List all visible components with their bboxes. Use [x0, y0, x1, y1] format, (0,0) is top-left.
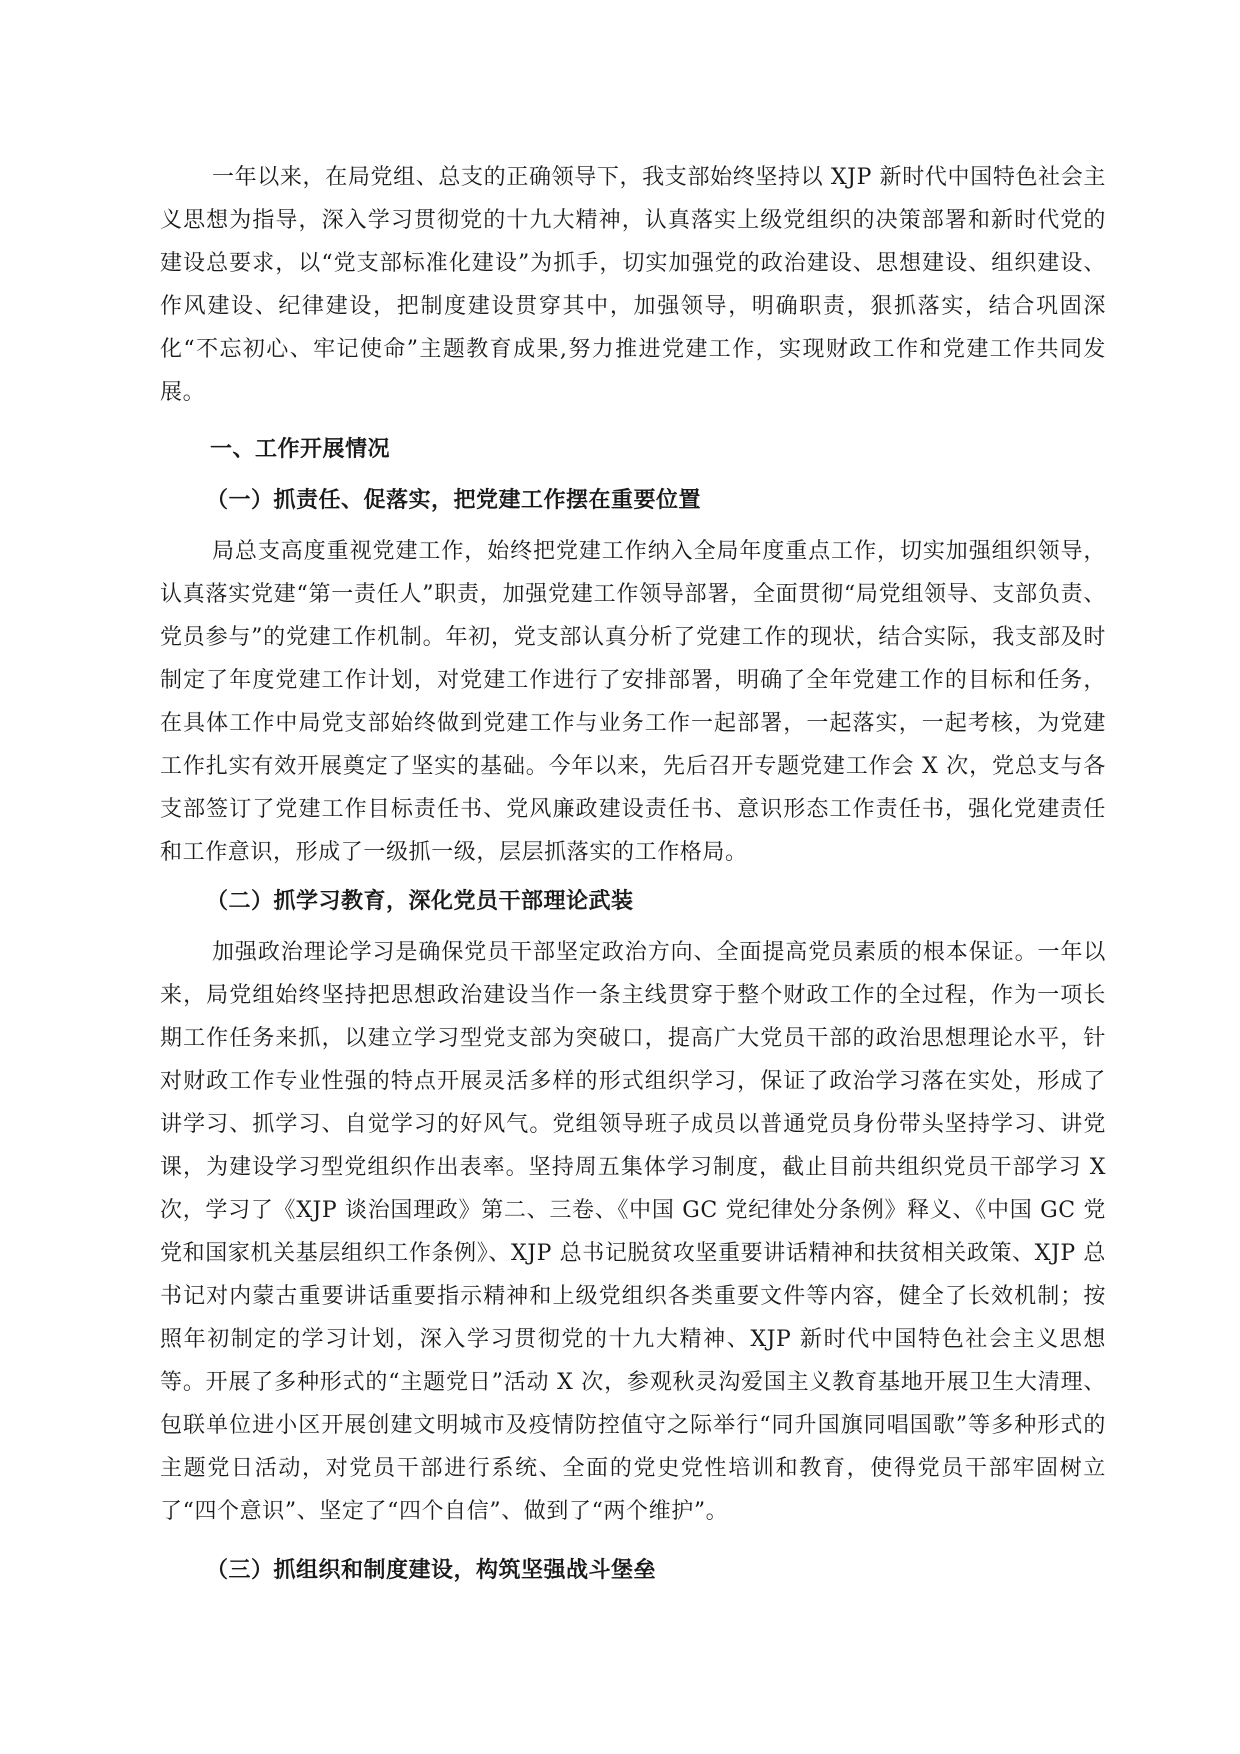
intro-paragraph: 一年以来，在局党组、总支的正确领导下，我支部始终坚持以 XJP 新时代中国特色社会主义思想为指导，深入学习贯彻党的十九大精神，认真落实上级党组织的决策部署和新时代党的建设总要求，以“党支部标准化建设”为抓手，切实加强党的政治建设、思想建设、组织建设、作风建设、纪律建设，把制度建设贯穿其中，加强领导，明确职责，狠抓落实，结合巩固深化“不忘初心、牢记使命”主题教育成果,努力推进党建工作，实现财政工作和党建工作共同发展。: [160, 165, 1106, 405]
sub-heading-3: （三）抓组织和制度建设，构筑坚强战斗堡垒: [206, 1557, 657, 1583]
section-heading-1: 一、工作开展情况: [210, 436, 391, 462]
sub1-paragraph: 局总支高度重视党建工作，始终把党建工作纳入全局年度重点工作，切实加强组织领导，认真落实党建“第一责任人”职责，加强党建工作领导部署，全面贯彻“局党组领导、支部负责、党员参与”的党建工作机制。年初，党支部认真分析了党建工作的现状，结合实际，我支部及时制定了年度党建工作计划，对党建工作进行了安排部署，明确了全年党建工作的目标和任务，在具体工作中局党支部始终做到党建工作与业务工作一起部署，一起落实，一起考核，为党建工作扎实有效开展奠定了坚实的基础。今年以来，先后召开专题党建工作会 X 次，党总支与各支部签订了党建工作目标责任书、党风廉政建设责任书、意识形态工作责任书，强化党建责任和工作意识，形成了一级抓一级，层层抓落实的工作格局。: [160, 539, 1106, 865]
document-body: [160, 156, 1106, 1600]
sub2-paragraph: 加强政治理论学习是确保党员干部坚定政治方向、全面提高党员素质的根本保证。一年以来，局党组始终坚持把思想政治建设当作一条主线贯穿于整个财政工作的全过程，作为一项长期工作任务来抓，以建立学习型党支部为突破口，提高广大党员干部的政治思想理论水平，针对财政工作专业性强的特点开展灵活多样的形式组织学习，保证了政治学习落在实处，形成了讲学习、抓学习、自觉学习的好风气。党组领导班子成员以普通党员身份带头坚持学习、讲党课，为建设学习型党组织作出表率。坚持周五集体学习制度，截止目前共组织党员干部学习 X 次，学习了《XJP 谈治国理政》第二、三卷、《中国 GC 党纪律处分条例》释义、《中国 GC 党党和国家机关基层组织工作条例》、XJP 总书记脱贫攻坚重要讲话精神和扶贫相关政策、XJP 总书记对内蒙古重要讲话重要指示精神和上级党组织各类重要文件等内容，健全了长效机制；按照年初制定的学习计划，深入学习贯彻党的十九大精神、XJP 新时代中国特色社会主义思想等。开展了多种形式的“主题党日”活动 X 次，参观秋灵沟爱国主义教育基地开展卫生大清理、包联单位进小区开展创建文明城市及疫情防控值守之际举行“同升国旗同唱国歌”等多种形式的主题党日活动，对党员干部进行系统、全面的党史党性培训和教育，使得党员干部牢固树立了“四个意识”、坚定了“四个自信”、做到了“两个维护”。: [160, 940, 1106, 1524]
sub-heading-1: （一）抓责任、促落实，把党建工作摆在重要位置: [206, 487, 702, 513]
sub-heading-2: （二）抓学习教育，深化党员干部理论武装: [206, 888, 634, 914]
